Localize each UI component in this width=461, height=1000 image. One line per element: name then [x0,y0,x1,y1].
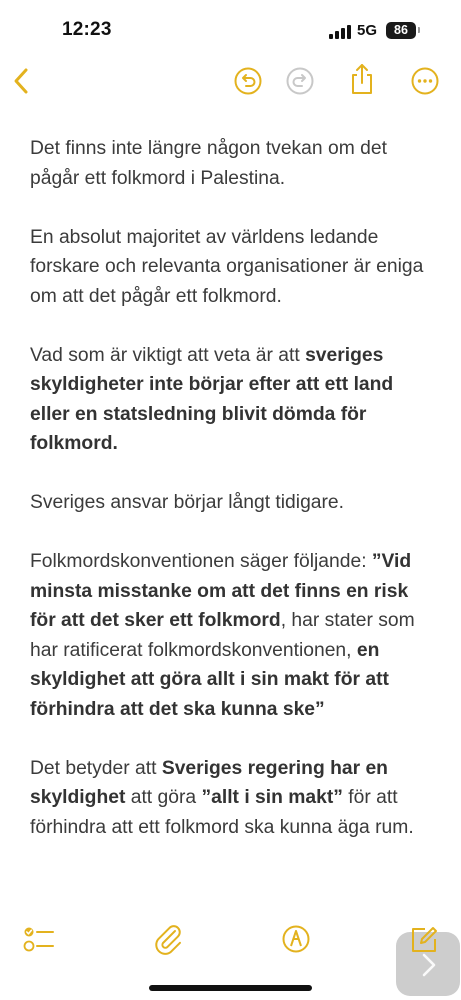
more-button[interactable] [410,66,440,96]
bottom-toolbar [0,912,461,972]
paperclip-icon [151,922,185,956]
nav-bar [0,56,461,112]
note-bold-text: en skyldighet att göra allt i sin makt för att förhindra att det ska kunna ske” [30,639,389,720]
chevron-right-icon [418,951,440,979]
undo-button[interactable] [233,66,263,96]
chevron-left-icon [9,66,35,96]
note-text: Det finns inte längre någon tvekan om det pågår ett folkmord i Palestina. [30,138,387,189]
note-text: för att förhindra att ett folkmord ska kunna äga rum. [30,787,414,838]
note-text: Vad som är viktigt att veta är att [30,344,306,366]
note-paragraph [30,547,435,724]
note-text: att göra [125,787,202,808]
battery-level: 86 [394,23,408,37]
more-icon [410,66,440,96]
attach-button[interactable] [151,922,185,956]
note-paragraph [30,341,435,459]
back-button[interactable] [9,66,35,96]
share-icon [348,62,376,96]
note-text: En absolut majoritet av världens ledande forskare och relevanta organisationer är eniga om att det pågår ett folkmord. [30,226,424,307]
share-button[interactable] [348,62,376,96]
redo-icon [285,66,315,96]
note-paragraph [30,134,435,193]
status-time: 12:23 [62,19,112,40]
checklist-button[interactable] [22,924,56,954]
cellular-signal-icon [329,25,351,39]
note-text: , har stater som har ratificerat folkmordskonventionen, [30,610,415,661]
checklist-icon [22,924,56,954]
note-bold-text: Sveriges regering har en skyldighet [30,757,388,808]
note-bold-text: ”Vid minsta misstanke om att det finns en risk för att det sker ett folkmord [30,551,412,631]
note-text: Folkmordskonventionen säger följande: [30,551,372,572]
note-text: Det betyder att [30,757,162,779]
redo-button[interactable] [285,66,315,96]
note-paragraph [30,754,435,843]
battery-icon [386,22,416,39]
battery-nub [418,27,420,33]
note-paragraph [30,223,435,312]
note-text: Sveriges ansvar börjar långt tidigare. [30,492,345,513]
note-paragraph [30,488,435,518]
markup-button[interactable] [281,924,311,954]
note-bold-text: sveriges skyldigheter inte börjar efter att ett land eller en statsledning blivit dömda för folkmord. [30,344,394,454]
home-indicator [149,985,312,991]
status-bar [0,0,461,56]
markup-pen-icon [281,924,311,954]
note-body[interactable] [30,134,435,872]
note-bold-text: ”allt i sin makt” [201,787,343,808]
undo-icon [233,66,263,96]
network-type: 5G [357,22,378,39]
